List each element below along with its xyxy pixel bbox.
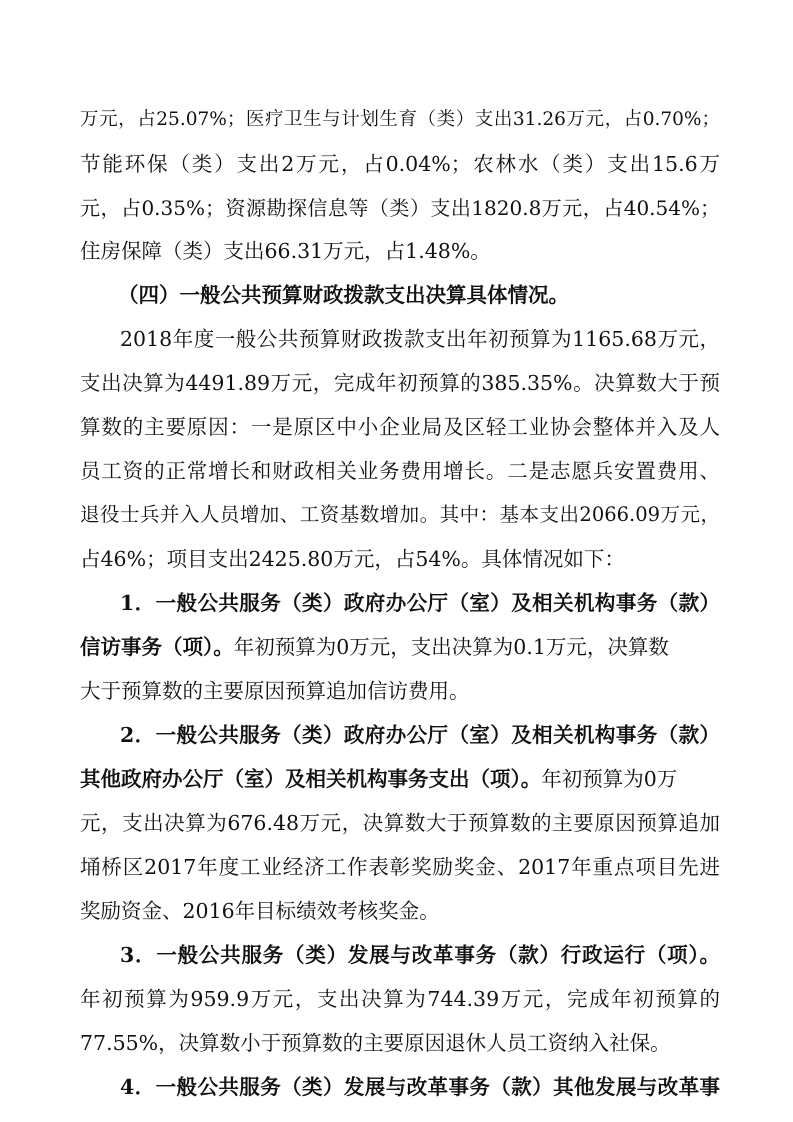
paragraph-line: 支出决算为4491.89万元，完成年初预算的385.35%。决算数大于预 (80, 371, 720, 395)
paragraph-line: 员工资的正常增长和财政相关业务费用增长。二是志愿兵安置费用、 (80, 459, 720, 483)
item-heading: 3．一般公共服务（类）发展与改革事务（款）行政运行（项）。 (120, 943, 720, 967)
paragraph-line: 奖励资金、2016年目标绩效考核奖金。 (80, 899, 440, 923)
section-heading: （四）一般公共预算财政拨款支出决算具体情况。 (118, 283, 569, 307)
paragraph-line: 住房保障（类）支出66.31万元，占1.48%。 (80, 239, 491, 263)
paragraph-line: 埇桥区2017年度工业经济工作表彰奖励奖金、2017年重点项目先进 (80, 855, 720, 879)
item-text: 年初预算为0万 (541, 767, 678, 791)
paragraph-line: 节能环保（类）支出2万元，占0.04%；农林水（类）支出15.6万 (80, 152, 720, 176)
paragraph-line: 2018年度一般公共预算财政拨款支出年初预算为1165.68万元， (120, 327, 720, 351)
item-heading: 1．一般公共服务（类）政府办公厅（室）及相关机构事务（款） (120, 591, 720, 615)
paragraph-line: 占46%；项目支出2425.80万元，占54%。具体情况如下： (80, 547, 625, 571)
paragraph-line: 大于预算数的主要原因预算追加信访费用。 (80, 679, 470, 703)
item-text: 年初预算为0万元，支出决算为0.1万元，决算数 (233, 635, 669, 659)
item-heading: 2．一般公共服务（类）政府办公厅（室）及相关机构事务（款） (120, 723, 720, 747)
item-line (80, 765, 720, 793)
item-line (80, 633, 720, 661)
paragraph-line: 元，支出决算为676.48万元，决算数大于预算数的主要原因预算追加 (80, 811, 720, 835)
paragraph-line: 元，占0.35%；资源勘探信息等（类）支出1820.8万元，占40.54%； (80, 196, 720, 220)
paragraph-line: 退役士兵并入人员增加、工资基数增加。其中：基本支出2066.09万元， (80, 503, 720, 526)
paragraph-line: 算数的主要原因：一是原区中小企业局及区轻工业协会整体并入及人 (80, 415, 720, 439)
paragraph-line: 万元，占25.07%；医疗卫生与计划生育（类）支出31.26万元，占0.70%； (80, 109, 720, 130)
item-heading: 4．一般公共服务（类）发展与改革事务（款）其他发展与改革事 (120, 1075, 720, 1099)
paragraph-line: 年初预算为959.9万元，支出决算为744.39万元，完成年初预算的 (80, 987, 720, 1011)
paragraph-line: 77.55%，决算数小于预算数的主要原因退休人员工资纳入社保。 (80, 1031, 671, 1055)
item-heading-tail: 信访事务（项）。 (80, 635, 234, 659)
item-heading-tail: 其他政府办公厅（室）及相关机构事务支出（项）。 (80, 767, 542, 791)
